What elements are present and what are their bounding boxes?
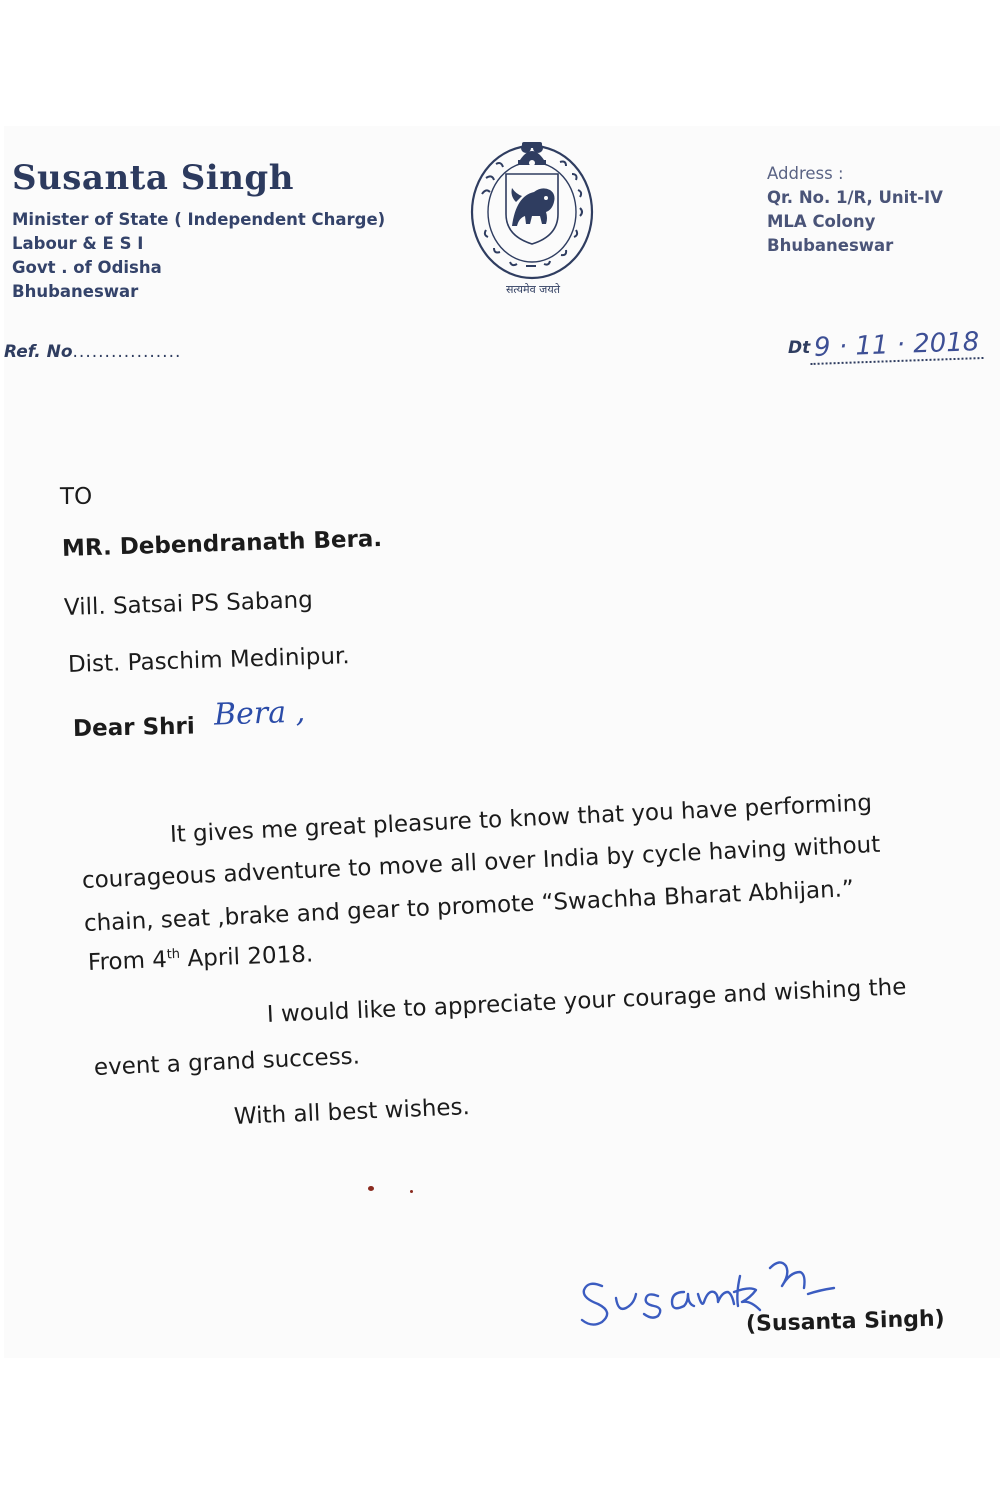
body-paragraph2-line1: I would like to appreciate your courage and wishing the: [266, 974, 907, 1028]
ref-label: Ref. No: [4, 342, 73, 362]
start-date-prefix: From 4: [87, 946, 168, 976]
ink-stain: [410, 1190, 413, 1193]
sender-city: Bhubaneswar: [12, 282, 139, 301]
letter-date: [788, 327, 984, 363]
recipient-address-district: Dist. Paschim Medinipur.: [67, 643, 351, 678]
recipient-address-village: Vill. Satsai PS Sabang: [63, 587, 314, 621]
address-line-colony: MLA Colony: [767, 212, 876, 231]
emblem-motto: सत्यमेव जयते: [505, 283, 560, 296]
body-paragraph2-line2: event a grand success.: [93, 1043, 361, 1081]
body-paragraph1-line1: It gives me great pleasure to know that you have performing: [169, 790, 873, 848]
address-line-quarter: Qr. No. 1/R, Unit-IV: [767, 188, 943, 207]
sender-department: Labour & E S I: [12, 234, 144, 253]
sender-name: Susanta Singh: [12, 158, 294, 198]
to-label: TO: [59, 483, 93, 510]
recipient-name: MR. Debendranath Bera.: [61, 525, 383, 562]
date-label: Dt: [788, 338, 811, 358]
ref-dots: .................: [72, 342, 182, 362]
date-value: 9 · 11 · 2018: [810, 327, 984, 365]
sender-designation: Minister of State ( Independent Charge): [12, 210, 386, 229]
salutation-prefix: Dear Shri: [72, 713, 195, 742]
address-line-city: Bhubaneswar: [767, 236, 894, 255]
body-paragraph1-line2: courageous adventure to move all over India by cycle having without: [81, 831, 881, 894]
sender-government: Govt . of Odisha: [12, 258, 162, 277]
closing-line: With all best wishes.: [233, 1094, 471, 1130]
salutation-handwritten-name: Bera ,: [213, 694, 306, 733]
body-paragraph1-line3: chain, seat ,brake and gear to promote “Swachha Bharat Abhijan.”: [83, 876, 855, 937]
odisha-emblem-icon: [468, 134, 596, 302]
signatory-printed-name: (Susanta Singh): [745, 1306, 945, 1337]
start-date-rest: April 2018.: [179, 941, 314, 973]
start-date-ordinal: th: [166, 946, 181, 963]
sender-block: [12, 158, 385, 304]
address-heading: Address :: [767, 164, 844, 183]
reference-number: [4, 342, 181, 362]
address-block: [767, 162, 943, 258]
letter-sheet: [4, 126, 1000, 1358]
ink-stain: [368, 1186, 374, 1191]
